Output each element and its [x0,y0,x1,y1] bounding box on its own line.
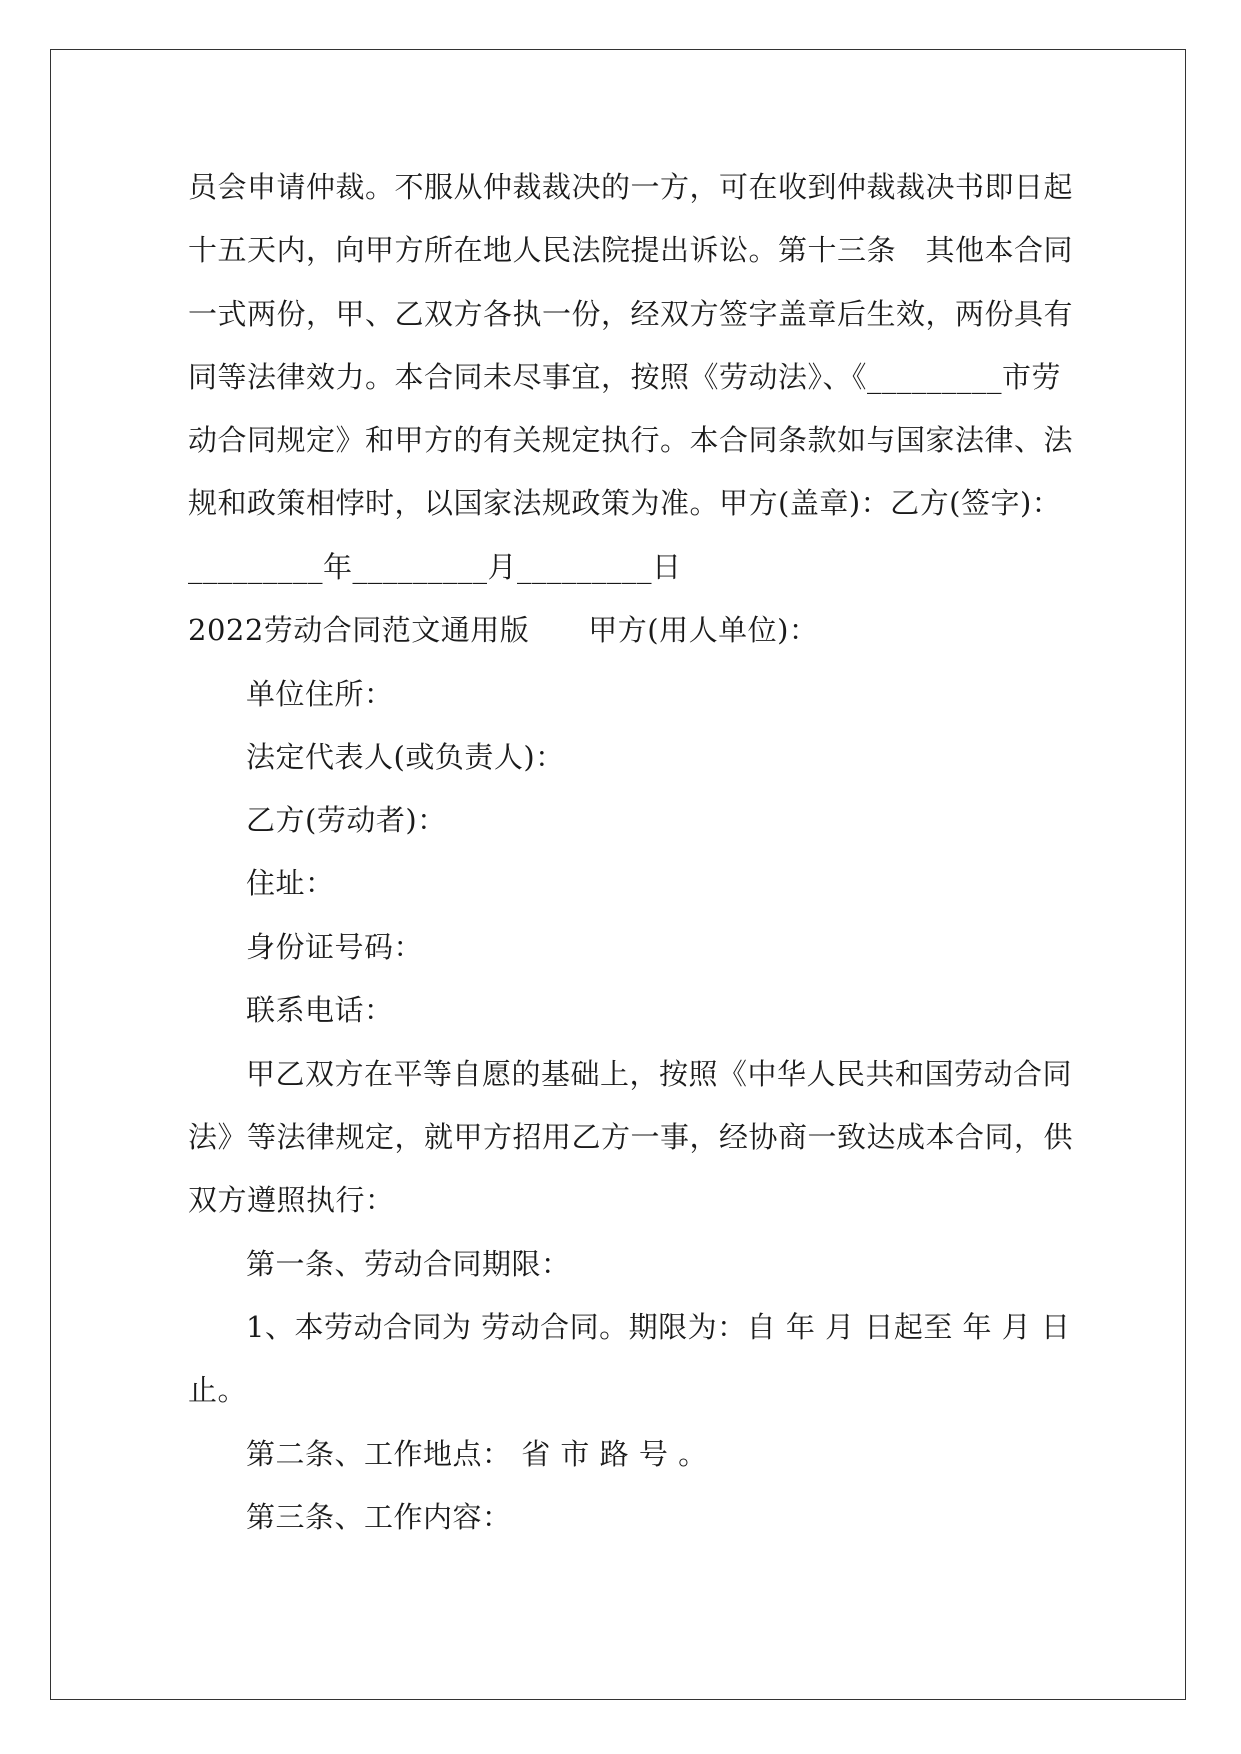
text-line: 员会申请仲裁。不服从仲裁裁决的一方，可在收到仲裁裁决书即日起 [188,170,1074,204]
article-2-heading: 第二条、工作地点： 省 市 路 号 。 [246,1437,708,1471]
text-line: 止。 [188,1373,248,1407]
field-address: 住址： [246,866,335,900]
text-line: 双方遵照执行： [188,1183,395,1217]
field-phone: 联系电话： [246,993,394,1027]
field-employer-address: 单位住所： [246,677,394,711]
article-1-heading: 第一条、劳动合同期限： [246,1247,571,1281]
text-line: 十五天内，向甲方所在地人民法院提出诉讼。第十三条 其他本合同 [188,233,1074,267]
field-id-number: 身份证号码： [246,930,424,964]
date-signature-line: _________年_________月_________日 [188,550,682,584]
text-line: 法》等法律规定，就甲方招用乙方一事，经协商一致达成本合同，供 [188,1120,1074,1154]
text-line: 甲乙双方在平等自愿的基础上，按照《中华人民共和国劳动合同 [246,1057,1073,1091]
contract-title-line: 2022劳动合同范文通用版 甲方(用人单位)： [188,613,819,647]
text-line: 一式两份，甲、乙双方各执一份，经双方签字盖章后生效，两份具有 [188,297,1074,331]
text-line: 动合同规定》和甲方的有关规定执行。本合同条款如与国家法律、法 [188,423,1074,457]
article-3-heading: 第三条、工作内容： [246,1500,512,1534]
field-employee: 乙方(劳动者)： [246,803,447,837]
field-legal-representative: 法定代表人(或负责人)： [246,740,565,774]
text-line: 同等法律效力。本合同未尽事宜，按照《劳动法》、《_________市劳 [188,360,1062,394]
text-line: 规和政策相悖时，以国家法规政策为准。甲方(盖章)：乙方(签字)： [188,486,1062,520]
text-line: 1、本劳动合同为 劳动合同。期限为：自 年 月 日起至 年 月 日 [246,1310,1071,1344]
